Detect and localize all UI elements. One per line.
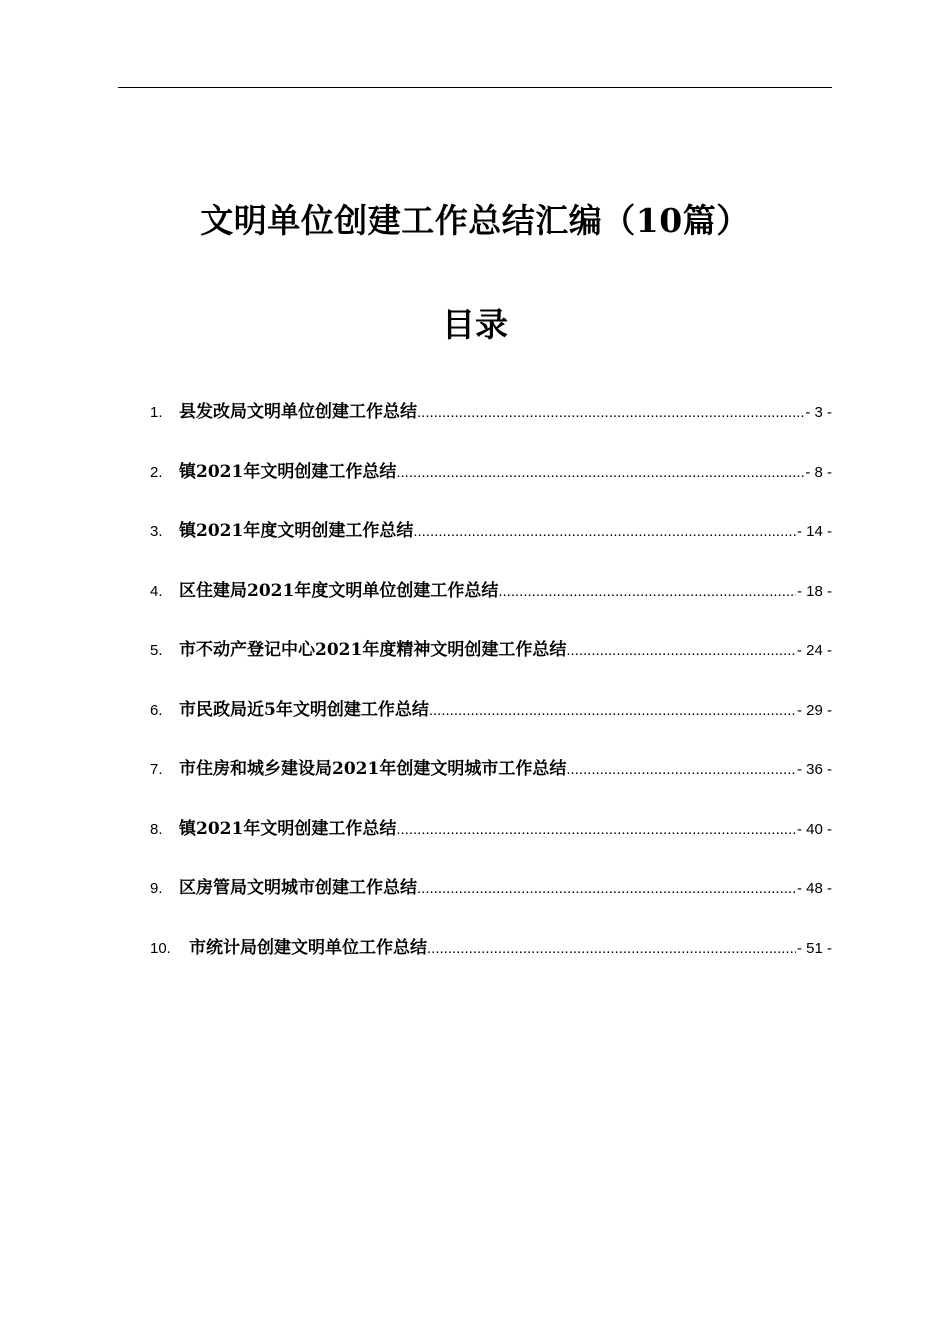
toc-entry-number: 7. — [150, 761, 163, 778]
toc-entry-number: 4. — [150, 582, 163, 600]
toc-entry-page: - 24 - — [796, 642, 832, 659]
toc-dot-leader — [417, 399, 804, 427]
toc-entry[interactable] — [150, 696, 832, 756]
toc-entry-page: - 51 - — [796, 939, 832, 957]
toc-entry-page: - 40 - — [796, 820, 832, 838]
toc-entry-number: 6. — [150, 701, 163, 719]
toc-entry[interactable] — [150, 934, 832, 994]
toc-dot-leader — [429, 697, 796, 725]
toc-entry-number: 9. — [150, 880, 163, 897]
toc-dot-leader — [498, 578, 796, 606]
table-of-contents — [150, 398, 832, 993]
toc-entry-page: - 8 - — [805, 463, 832, 481]
toc-entry-title: 市不动产登记中心2021年度精神文明创建工作总结 — [179, 640, 567, 660]
toc-entry-number: 1. — [150, 404, 163, 421]
document-title: 文明单位创建工作总结汇编（10篇） — [200, 201, 750, 240]
toc-dot-leader — [566, 756, 796, 784]
toc-entry-number: 8. — [150, 820, 163, 838]
toc-entry[interactable] — [150, 815, 832, 875]
toc-entry-title: 市统计局创建文明单位工作总结 — [189, 937, 427, 958]
toc-entry-page: - 3 - — [805, 404, 832, 421]
toc-dot-leader — [413, 518, 796, 546]
toc-entry[interactable] — [150, 577, 832, 637]
header-rule — [118, 87, 832, 88]
toc-dot-leader — [396, 816, 796, 844]
toc-entry[interactable] — [150, 874, 832, 934]
toc-entry-title: 市民政局近5年文明创建工作总结 — [179, 699, 429, 720]
toc-dot-leader — [427, 935, 796, 963]
toc-entry-page: - 18 - — [796, 582, 832, 600]
toc-entry-page: - 29 - — [796, 701, 832, 719]
toc-entry-page: - 36 - — [796, 761, 832, 778]
toc-entry-title: 县发改局文明单位创建工作总结 — [179, 402, 417, 422]
toc-dot-leader — [396, 459, 804, 487]
toc-entry[interactable] — [150, 458, 832, 518]
toc-entry[interactable] — [150, 398, 832, 458]
toc-entry-page: - 14 - — [796, 523, 832, 540]
toc-entry-number: 5. — [150, 642, 163, 659]
toc-entry-title: 镇2021年度文明创建工作总结 — [179, 521, 414, 541]
toc-entry[interactable] — [150, 755, 832, 815]
toc-entry-number: 3. — [150, 523, 163, 540]
toc-entry-number: 2. — [150, 463, 163, 481]
toc-dot-leader — [417, 875, 796, 903]
toc-entry-title: 市住房和城乡建设局2021年创建文明城市工作总结 — [179, 759, 567, 779]
toc-entry-number: 10. — [150, 939, 171, 957]
toc-heading: 目录 — [442, 305, 508, 344]
toc-entry-title: 区房管局文明城市创建工作总结 — [179, 878, 417, 898]
toc-entry[interactable] — [150, 636, 832, 696]
toc-entry-title: 区住建局2021年度文明单位创建工作总结 — [179, 580, 499, 601]
toc-entry-title: 镇2021年文明创建工作总结 — [179, 818, 397, 839]
toc-entry-title: 镇2021年文明创建工作总结 — [179, 461, 397, 482]
toc-dot-leader — [566, 637, 796, 665]
toc-entry-page: - 48 - — [796, 880, 832, 897]
toc-entry[interactable] — [150, 517, 832, 577]
